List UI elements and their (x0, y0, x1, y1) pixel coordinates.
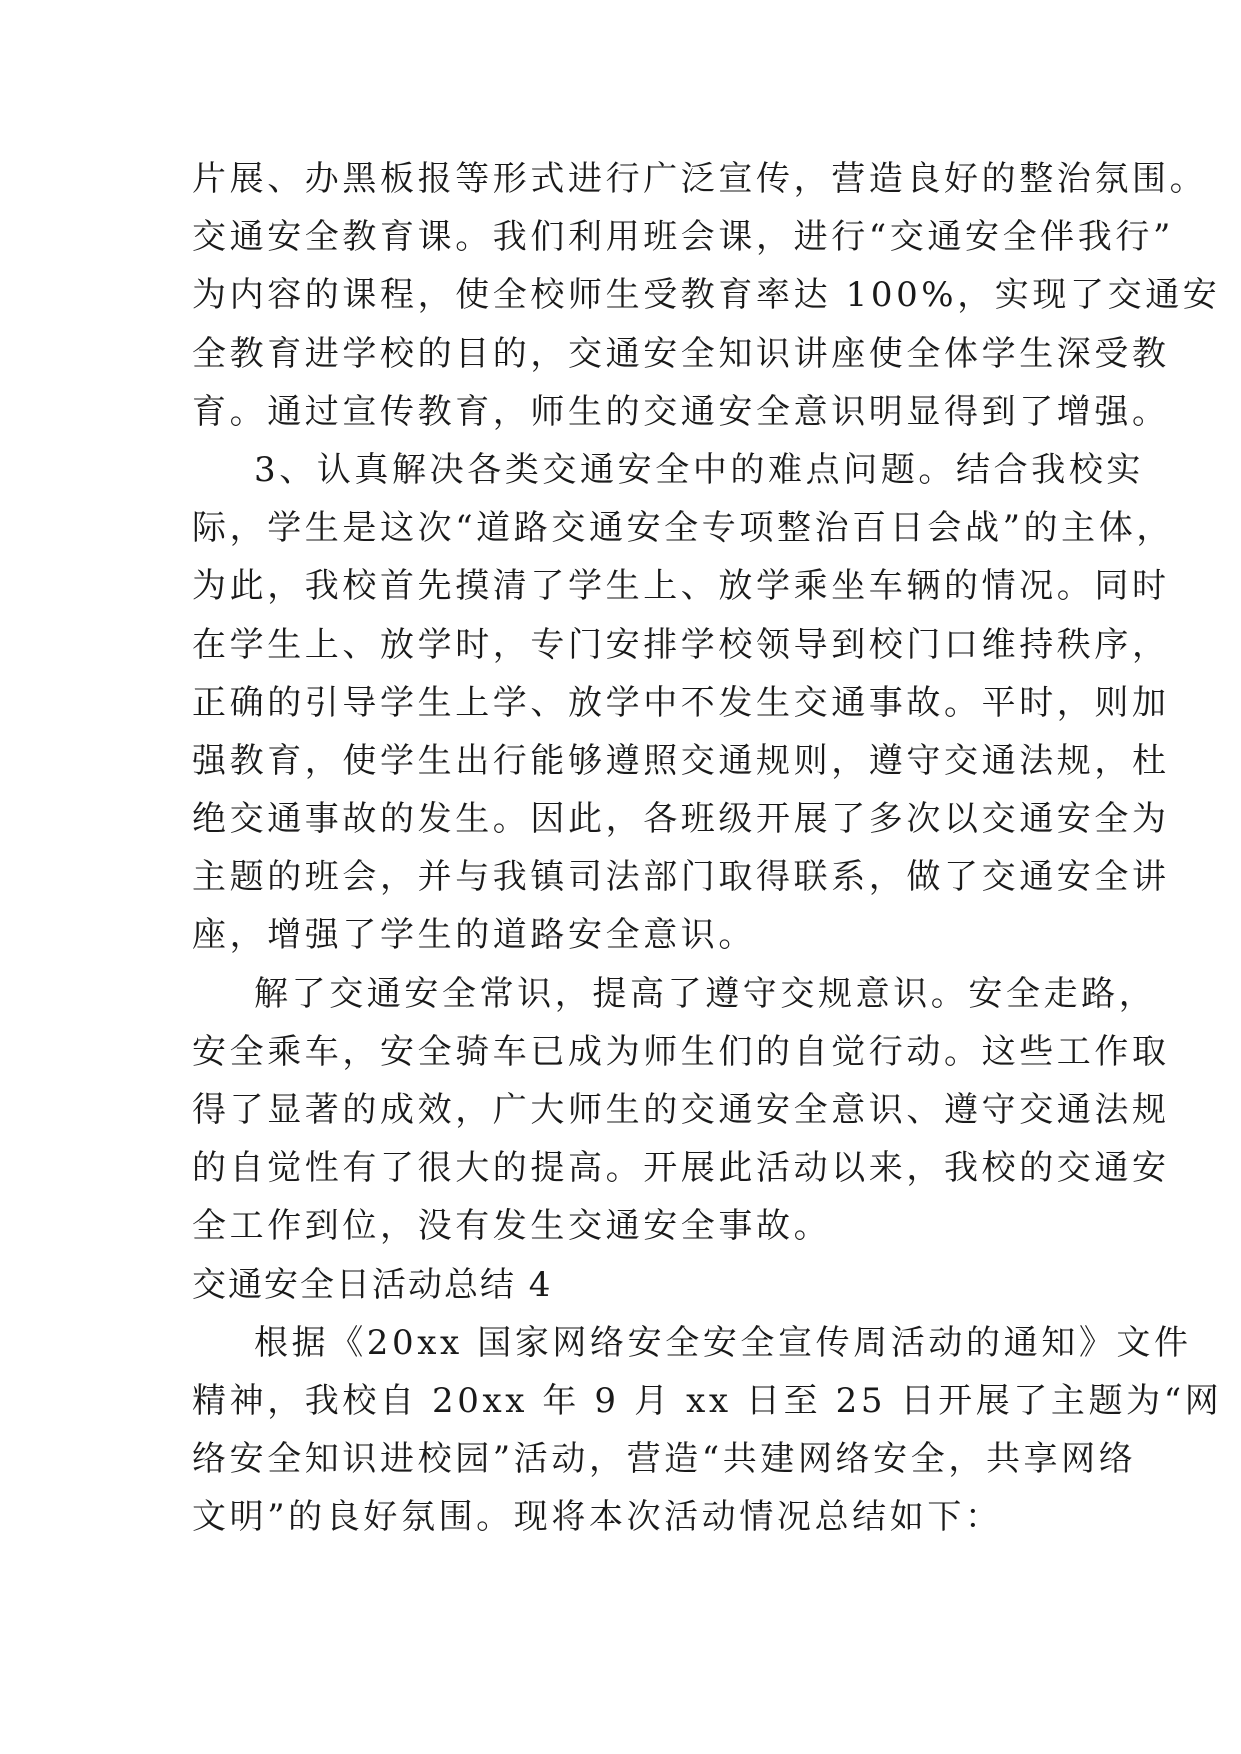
text-line: 的自觉性有了很大的提高。开展此活动以来，我校的交通安 (192, 1148, 1170, 1189)
paragraph-2 (192, 441, 1174, 965)
text-line: 络安全知识进校园”活动，营造“共建网络安全，共享网络 (192, 1439, 1137, 1480)
text-line: 为内容的课程，使全校师生受教育率达 100%，实现了交通安 (192, 275, 1221, 316)
text-line: 文明”的良好氛围。现将本次活动情况总结如下： (192, 1497, 1003, 1538)
text-line: 交通安全教育课。我们利用班会课，进行“交通安全伴我行” (192, 217, 1174, 258)
text-line: 得了显著的成效，广大师生的交通安全意识、遵守交通法规 (192, 1090, 1170, 1130)
text-line: 在学生上、放学时，专门安排学校领导到校门口维持秩序， (192, 624, 1170, 665)
text-line: 精神，我校自 20xx 年 9 月 xx 日至 25 日开展了主题为“网 (192, 1380, 1223, 1421)
text-line: 绝交通事故的发生。因此，各班级开展了多次以交通安全为 (192, 799, 1170, 840)
text-line: 正确的引导学生上学、放学中不发生交通事故。平时，则加 (192, 682, 1170, 723)
document-body (192, 150, 1223, 1547)
text-line: 际，学生是这次“道路交通安全专项整治百日会战”的主体， (192, 508, 1174, 549)
text-line: 全教育进学校的目的，交通安全知识讲座使全体学生深受教 (192, 333, 1170, 374)
text-line: 片展、办黑板报等形式进行广泛宣传，营造良好的整治氛围。 (192, 159, 1208, 199)
text-line: 安全乘车，安全骑车已成为师生们的自觉行动。这些工作取 (192, 1031, 1170, 1072)
text-line: 全工作到位，没有发生交通安全事故。 (192, 1206, 832, 1247)
section-heading: 交通安全日活动总结 4 (192, 1264, 553, 1305)
text-line: 解了交通安全常识，提高了遵守交规意识。安全走路， (254, 973, 1157, 1014)
paragraph-1 (192, 150, 1221, 441)
text-line: 座，增强了学生的道路安全意识。 (192, 915, 756, 956)
text-line: 根据《20xx 国家网络安全安全宣传周活动的通知》文件 (254, 1322, 1192, 1363)
paragraph-3 (192, 965, 1170, 1256)
paragraph-4 (192, 1314, 1223, 1547)
text-line: 3、认真解决各类交通安全中的难点问题。结合我校实 (254, 449, 1145, 490)
text-line: 主题的班会，并与我镇司法部门取得联系，做了交通安全讲 (192, 857, 1170, 898)
text-line: 育。通过宣传教育，师生的交通安全意识明显得到了增强。 (192, 391, 1170, 432)
text-line: 强教育，使学生出行能够遵照交通规则，遵守交通法规，杜 (192, 740, 1170, 781)
text-line: 为此，我校首先摸清了学生上、放学乘坐车辆的情况。同时 (192, 566, 1170, 607)
